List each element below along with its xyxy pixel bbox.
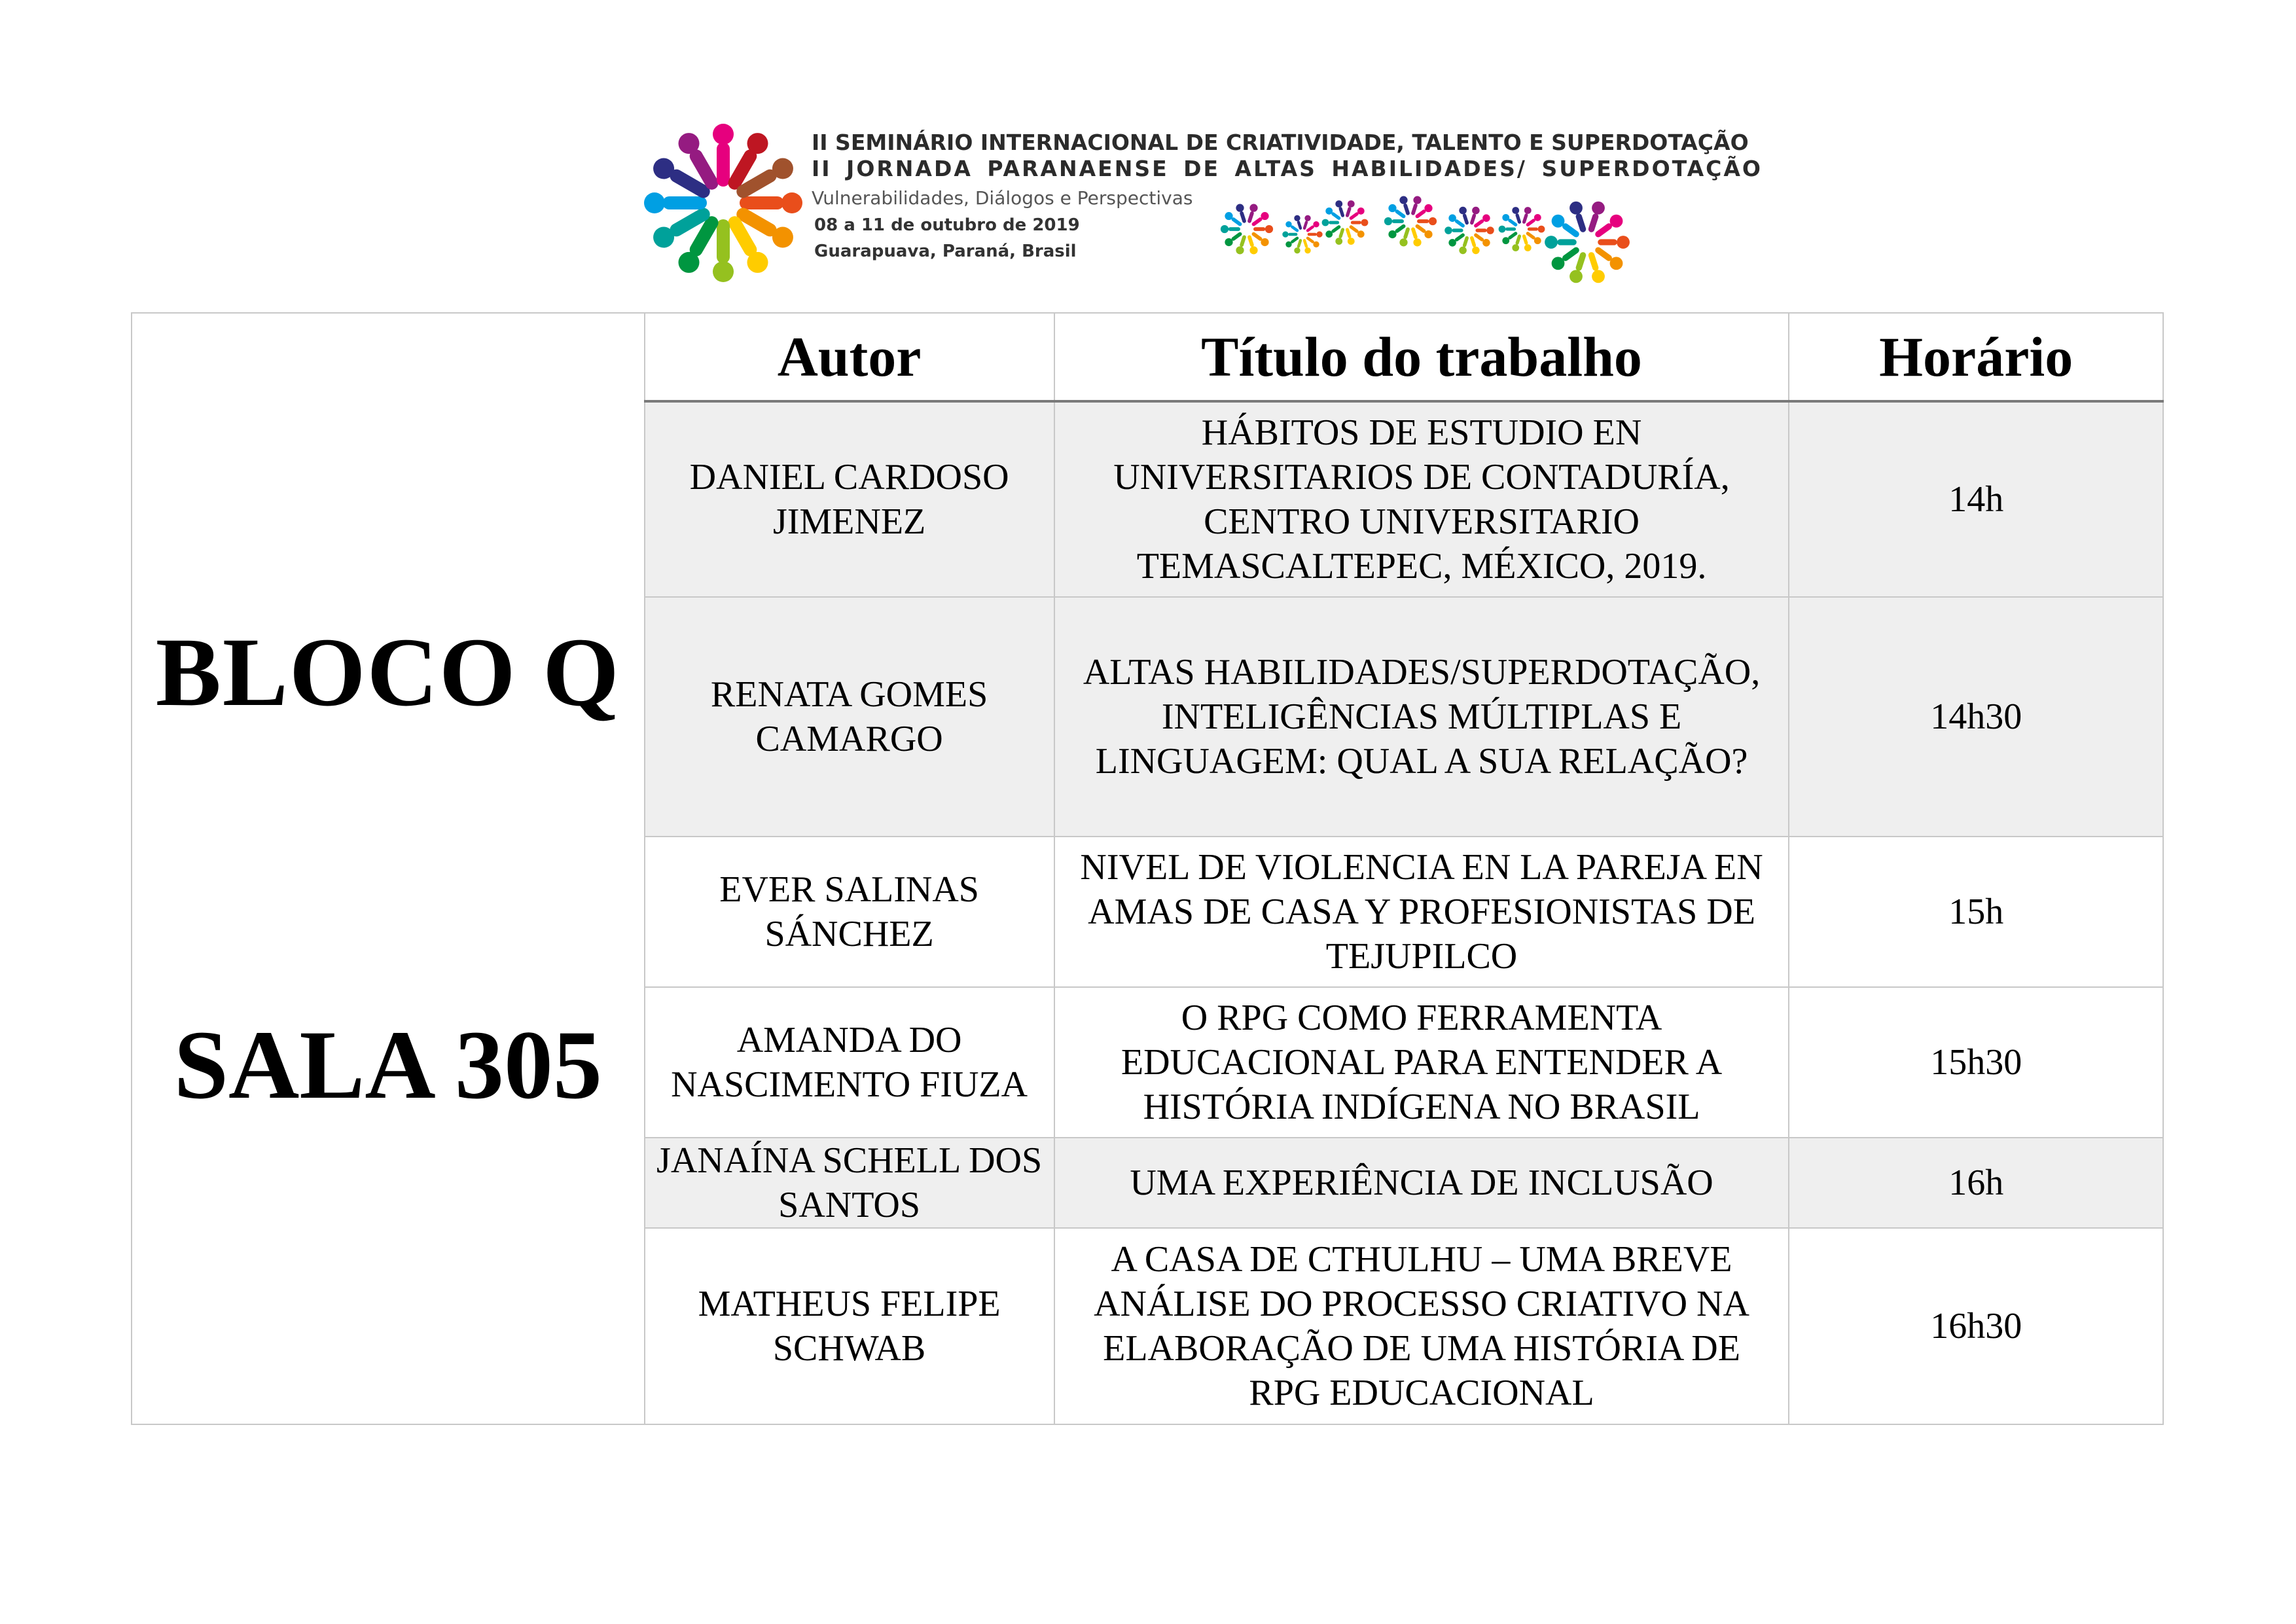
block-label: BLOCO Q	[155, 618, 620, 727]
titulo-cell: ALTAS HABILIDADES/SUPERDOTAÇÃO, INTELIGÊNCIAS MÚLTIPLAS E LINGUAGEM: QUAL A SUA RELAÇÃO?	[1054, 597, 1789, 837]
titulo-cell: UMA EXPERIÊNCIA DE INCLUSÃO	[1054, 1138, 1789, 1228]
horario-cell: 14h	[1789, 401, 2163, 597]
decorative-logo-row	[1214, 183, 1633, 288]
banner-date: 08 a 11 de outubro de 2019	[814, 215, 1080, 235]
banner-title-line2: II JORNADA PARANAENSE DE ALTAS HABILIDADES/ SUPERDOTAÇÃO	[812, 156, 1763, 181]
titulo-cell: O RPG COMO FERRAMENTA EDUCACIONAL PARA ENTENDER A HISTÓRIA INDÍGENA NO BRASIL	[1054, 987, 1789, 1138]
table-header-row	[132, 313, 2163, 401]
autor-cell: MATHEUS FELIPE SCHWAB	[645, 1228, 1054, 1424]
horario-cell: 14h30	[1789, 597, 2163, 837]
horario-cell: 16h	[1789, 1138, 2163, 1228]
location-cell	[132, 313, 645, 1424]
column-header-titulo: Título do trabalho	[1054, 313, 1789, 401]
banner-place: Guarapuava, Paraná, Brasil	[814, 242, 1077, 261]
titulo-cell: NIVEL DE VIOLENCIA EN LA PAREJA EN AMAS DE CASA Y PROFESIONISTAS DE TEJUPILCO	[1054, 837, 1789, 987]
titulo-cell: A CASA DE CTHULHU – UMA BREVE ANÁLISE DO PROCESSO CRIATIVO NA ELABORAÇÃO DE UMA HISTÓRIA DE RPG EDUCACIONAL	[1054, 1228, 1789, 1424]
autor-cell: DANIEL CARDOSO JIMENEZ	[645, 401, 1054, 597]
column-header-horario: Horário	[1789, 313, 2163, 401]
room-label: SALA 305	[173, 1011, 602, 1119]
horario-cell: 15h	[1789, 837, 2163, 987]
horario-cell: 15h30	[1789, 987, 2163, 1138]
event-logo-people-circle	[638, 118, 815, 288]
banner-subtitle: Vulnerabilidades, Diálogos e Perspectivas	[812, 187, 1193, 209]
column-header-autor: Autor	[645, 313, 1054, 401]
autor-cell: EVER SALINAS SÁNCHEZ	[645, 837, 1054, 987]
schedule-table	[131, 312, 2164, 1425]
autor-cell: AMANDA DO NASCIMENTO FIUZA	[645, 987, 1054, 1138]
autor-cell: RENATA GOMES CAMARGO	[645, 597, 1054, 837]
titulo-cell: HÁBITOS DE ESTUDIO EN UNIVERSITARIOS DE CONTADURÍA, CENTRO UNIVERSITARIO TEMASCALTEPEC, MÉXICO, 2019.	[1054, 401, 1789, 597]
autor-cell: JANAÍNA SCHELL DOS SANTOS	[645, 1138, 1054, 1228]
event-banner	[638, 118, 1763, 288]
banner-title-line1: II SEMINÁRIO INTERNACIONAL DE CRIATIVIDADE, TALENTO E SUPERDOTAÇÃO	[812, 130, 1749, 155]
horario-cell: 16h30	[1789, 1228, 2163, 1424]
